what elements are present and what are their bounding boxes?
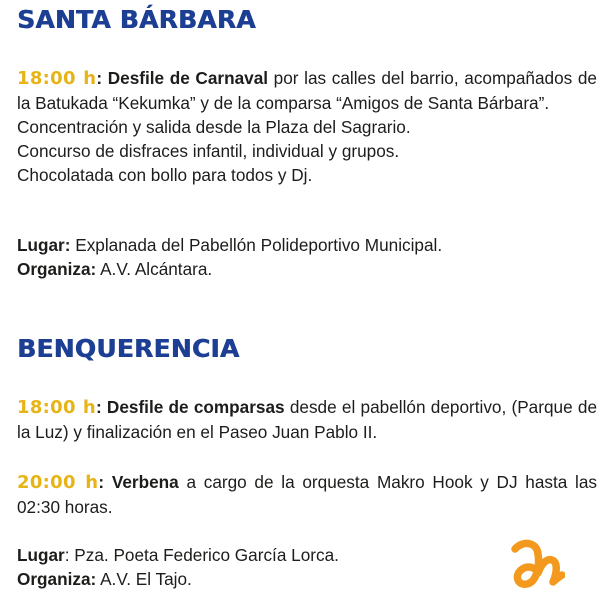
organizer-label: Organiza:	[17, 259, 97, 279]
event-desfile-comparsas	[17, 395, 597, 444]
organizer-label: Organiza:	[17, 569, 97, 589]
event-verbena	[17, 470, 597, 519]
event-time: 18:00 h	[17, 397, 96, 418]
event-separator: :	[95, 397, 107, 417]
event-name: Verbena	[111, 472, 179, 492]
organizer-line	[17, 257, 597, 281]
event-separator: :	[96, 68, 108, 88]
organizer-value: A.V. Alcántara.	[96, 259, 213, 279]
info-line-concurso: Concurso de disfraces infantil, individual y grupos.	[17, 141, 400, 161]
event-separator: :	[98, 472, 112, 492]
place-label: Lugar	[17, 545, 65, 565]
place-value: Explanada del Pabellón Polideportivo Municipal.	[70, 235, 443, 255]
event-name: Desfile de comparsas	[106, 397, 285, 417]
event-description: a cargo de la orquesta Makro Hook y DJ hasta las 02:30 horas.	[17, 472, 597, 517]
event-description: desde el pabellón deportivo, (Parque de la Luz) y finalización en el Paseo Juan Pablo II.	[17, 397, 597, 442]
section-title-santa-barbara: SANTA BÁRBARA	[17, 5, 256, 34]
info-line-concentracion: Concentración y salida desde la Plaza del Sagrario.	[17, 117, 411, 137]
info-line-chocolatada: Chocolatada con bollo para todos y Dj.	[17, 165, 313, 185]
event-name: Desfile de Carnaval	[107, 68, 269, 88]
event-description: por las calles del barrio, acompañados de la Batukada “Kekumka” y de la comparsa “Amigos de Santa Bárbara”.	[17, 68, 597, 113]
place-value: : Pza. Poeta Federico García Lorca.	[64, 545, 339, 565]
section-title-benquerencia: BENQUERENCIA	[17, 334, 240, 363]
benquerencia-event-verbena	[17, 470, 597, 519]
event-time: 18:00 h	[17, 68, 97, 89]
place-line	[17, 233, 597, 257]
benquerencia-event-desfile	[17, 395, 597, 444]
place-label: Lugar:	[17, 235, 71, 255]
event-time: 20:00 h	[17, 472, 99, 493]
santa-barbara-event-block	[17, 66, 597, 187]
event-desfile-carnaval	[17, 66, 597, 115]
santa-barbara-details	[17, 233, 597, 281]
organizer-value: A.V. El Tajo.	[96, 569, 192, 589]
orange-swirl-logo-icon	[507, 537, 565, 593]
